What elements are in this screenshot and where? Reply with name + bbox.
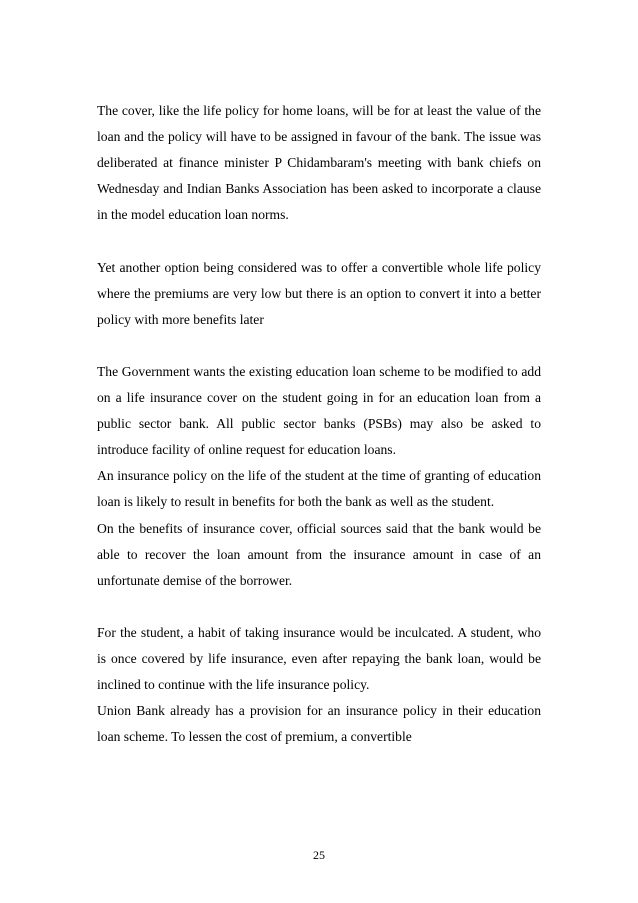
paragraph-convertible-policy-option: Yet another option being considered was to offer a convertible whole life policy where the premiums are very low but there is an option to convert it into a better policy with more benefits later <box>97 259 541 327</box>
paragraph-official-sources: On the benefits of insurance cover, official sources said that the bank would be able to recover the loan amount from the insurance amount in case of an unfortunate demise of the borrower. <box>97 520 541 588</box>
paragraph-policy-benefits: An insurance policy on the life of the student at the time of granting of education loan is likely to result in benefits for both the bank as well as the student. <box>97 468 541 510</box>
paragraph-insurance-cover: The cover, like the life policy for home loans, will be for at least the value of the loan and the policy will have to be assigned in favour of the bank. The issue was deliberated at finance minister P Chidambaram's meeting with bank chiefs on Wednesday and Indian Banks Association has been asked to incorporate a clause in the model education loan norms. <box>97 103 541 223</box>
paragraph-government-scheme: The Government wants the existing education loan scheme to be modified to add on a life insurance cover on the student going in for an education loan from a public sector bank. All public sector banks (PSBs) may also be asked to introduce facility of online request for education loans. <box>97 363 541 458</box>
page-number: 25 <box>313 848 325 862</box>
body-text <box>97 98 541 750</box>
paragraph-union-bank: Union Bank already has a provision for an insurance policy in their education loan scheme. To lessen the cost of premium, a convertible <box>97 703 541 745</box>
paragraph-student-habit: For the student, a habit of taking insurance would be inculcated. A student, who is once covered by life insurance, even after repaying the bank loan, would be inclined to continue with the life insurance policy. <box>97 624 541 693</box>
